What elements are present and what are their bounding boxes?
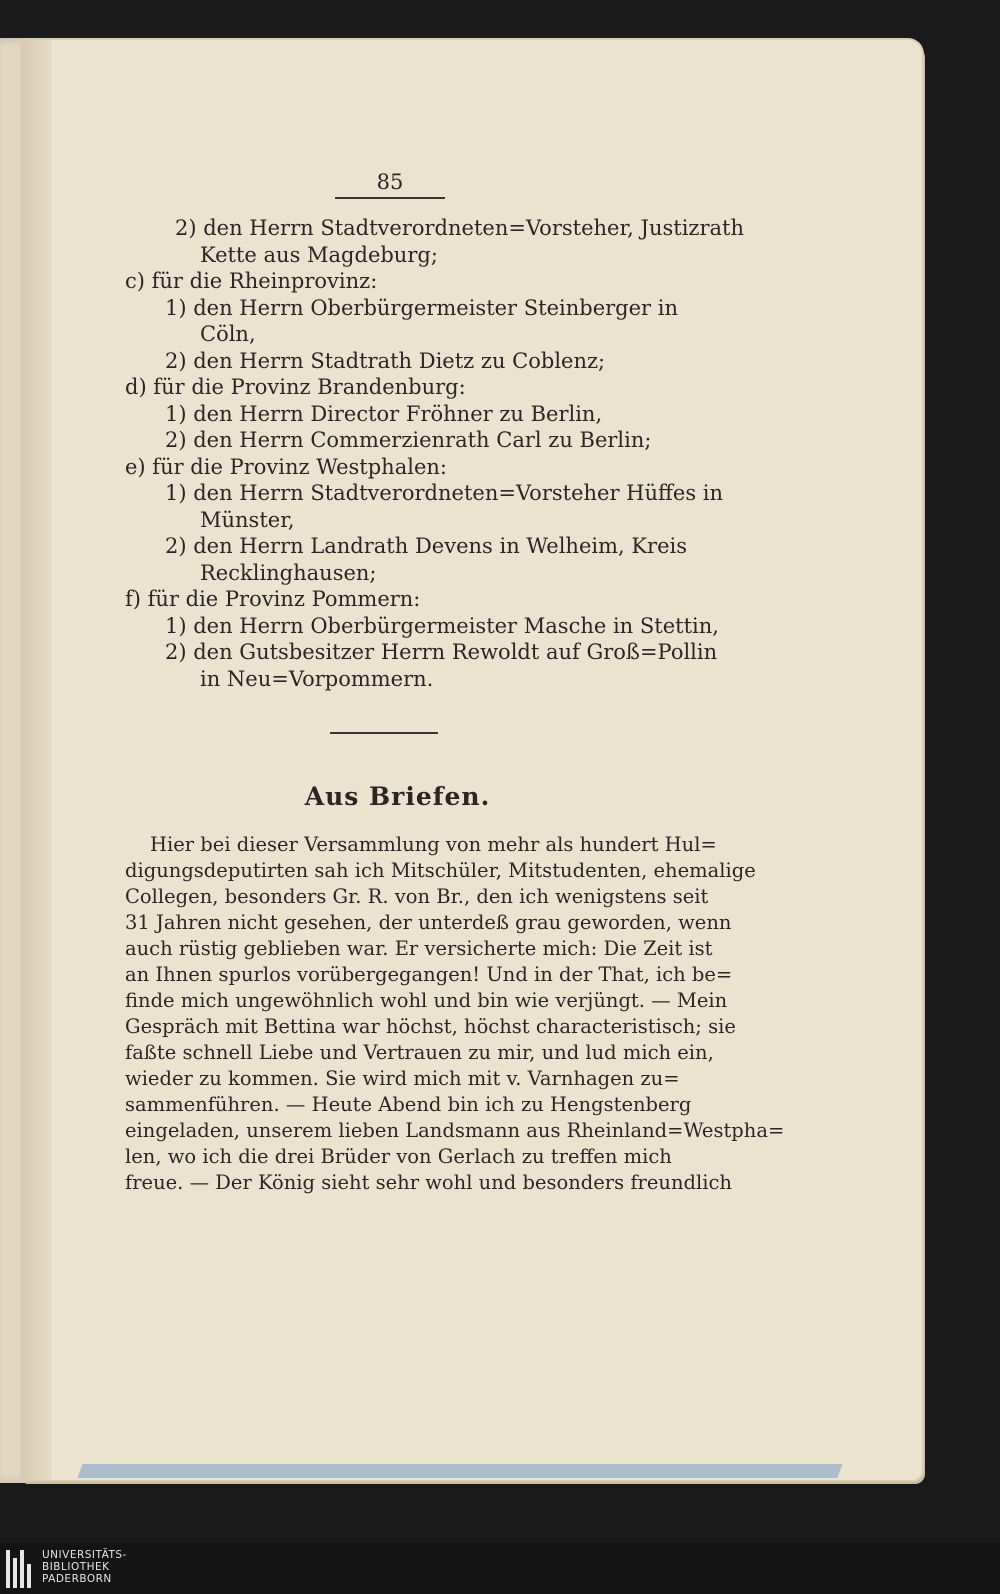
section-separator	[330, 732, 438, 734]
paragraph-line: finde mich ungewöhnlich wohl und bin wie verjüngt. — Mein	[125, 989, 728, 1012]
list-line: 2) den Herrn Stadtrath Dietz zu Coblenz;	[165, 348, 606, 373]
list-line: 1) den Herrn Director Fröhner zu Berlin,	[165, 401, 603, 426]
library-name-line3: PADERBORN	[42, 1573, 112, 1585]
list-line: c) für die Rheinprovinz:	[125, 269, 378, 293]
paragraph-line: Collegen, besonders Gr. R. von Br., den ich wenigstens seit	[125, 885, 709, 908]
list-line: 2) den Herrn Stadtverordneten=Vorsteher, Justizrath	[175, 216, 744, 240]
paragraph-line: an Ihnen spurlos vorübergegangen! Und in der That, ich be=	[125, 963, 733, 986]
list-line: Münster,	[200, 507, 295, 532]
paragraph-line: digungsdeputirten sah ich Mitschüler, Mitstudenten, ehemalige	[125, 859, 756, 882]
library-logo-icon	[6, 1550, 34, 1588]
paragraph-line: 31 Jahren nicht gesehen, der unterdeß grau geworden, wenn	[125, 911, 732, 934]
footer-bar	[0, 1543, 1000, 1594]
list-line: Recklinghausen;	[200, 560, 377, 585]
page-gutter	[22, 40, 52, 1480]
page-number: 85	[376, 170, 404, 194]
list-line: 2) den Gutsbesitzer Herrn Rewoldt auf Groß=Pollin	[165, 640, 718, 664]
paragraph-line: Hier bei dieser Versammlung von mehr als hundert Hul=	[150, 833, 717, 856]
list-line: Kette aus Magdeburg;	[200, 242, 438, 267]
paragraph-line: auch rüstig geblieben war. Er versicherte mich: Die Zeit ist	[125, 937, 713, 960]
list-line: Cöln,	[200, 322, 256, 346]
paragraph-line: eingeladen, unserem lieben Landsmann aus Rheinland=Westpha=	[125, 1119, 785, 1142]
page-number-rule	[335, 197, 445, 199]
library-name	[42, 1549, 127, 1585]
library-name-line1: UNIVERSITÄTS-	[42, 1549, 127, 1561]
paragraph-line: wieder zu kommen. Sie wird mich mit v. Varnhagen zu=	[125, 1067, 680, 1090]
delegate-list	[125, 215, 744, 692]
paragraph-line: freue. — Der König sieht sehr wohl und besonders freundlich	[125, 1171, 732, 1194]
cover-sliver	[77, 1464, 842, 1478]
list-line: 1) den Herrn Stadtverordneten=Vorsteher Hüffes in	[165, 481, 724, 505]
list-line: 2) den Herrn Commerzienrath Carl zu Berlin;	[165, 428, 652, 452]
paragraph-line: len, wo ich die drei Brüder von Gerlach zu treffen mich	[125, 1145, 672, 1168]
library-name-line2: BIBLIOTHEK	[42, 1561, 110, 1573]
paragraph-line: sammenführen. — Heute Abend bin ich zu Hengstenberg	[125, 1093, 692, 1116]
list-line: f) für die Provinz Pommern:	[125, 587, 421, 611]
list-line: 2) den Herrn Landrath Devens in Welheim, Kreis	[165, 534, 687, 558]
list-line: 1) den Herrn Oberbürgermeister Steinberger in	[165, 295, 679, 320]
section-heading: Aus Briefen.	[304, 782, 491, 811]
list-line: in Neu=Vorpommern.	[200, 666, 434, 691]
list-line: 1) den Herrn Oberbürgermeister Masche in Stettin,	[165, 613, 719, 638]
list-line: d) für die Provinz Brandenburg:	[125, 375, 466, 399]
list-line: e) für die Provinz Westphalen:	[125, 454, 447, 479]
paragraph-line: Gespräch mit Bettina war höchst, höchst characteristisch; sie	[125, 1015, 736, 1038]
paragraph-line: faßte schnell Liebe und Vertrauen zu mir, und lud mich ein,	[125, 1041, 714, 1064]
letter-paragraph	[125, 832, 785, 1196]
